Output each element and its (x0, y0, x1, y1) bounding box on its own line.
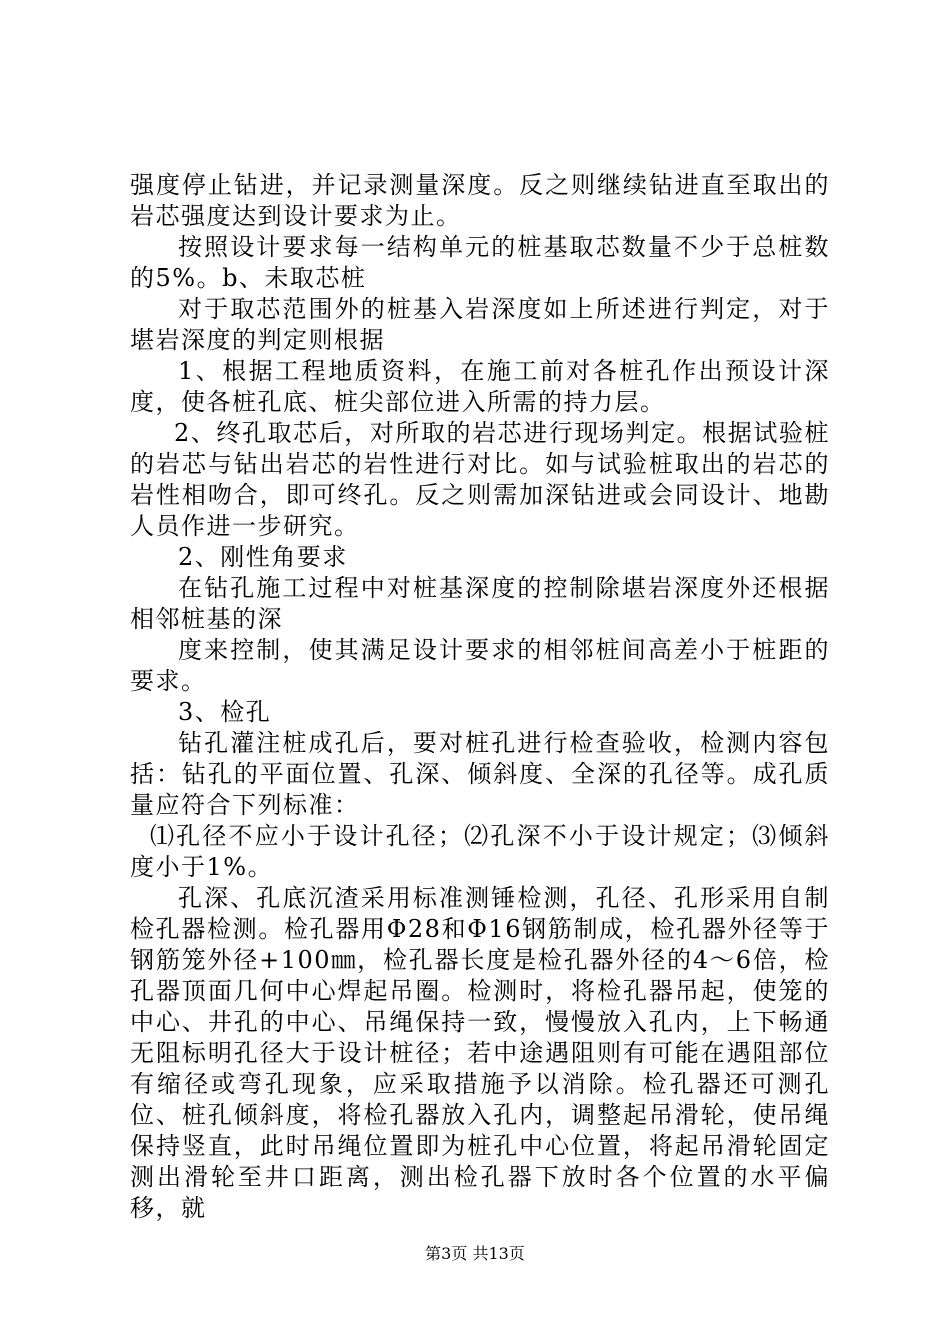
paragraph-item-1: 1、根据工程地质资料，在施工前对各桩孔作出预设计深度，使各桩孔底、桩尖部位进入所需的持力层。 (130, 357, 830, 416)
section-heading-hole-inspection: 3、检孔 (178, 698, 272, 726)
paragraph-hole-checker: 孔深、孔底沉渣采用标准测锤检测，孔径、孔形采用自制检孔器检测。检孔器用Φ28和Φ16钢筋制成，检孔器外径等于钢筋笼外径+100㎜，检孔器长度是检孔器外径的4～6倍，检孔器顶面几何中心焊起吊圈。检测时，将检孔器吊起，使笼的中心、井孔的中心、吊绳保持一致，慢慢放入孔内，上下畅通无阻标明孔径大于设计桩径；若中途遇阻则有可能在遇阻部位有缩径或弯孔现象，应采取措施予以消除。检孔器还可测孔位、桩孔倾斜度，将检孔器放入孔内，调整起吊滑轮，使吊绳保持竖直，此时吊绳位置即为桩孔中心位置，将起吊滑轮固定测出滑轮至井口距离，测出检孔器下放时各个位置的水平偏移，就 (130, 884, 830, 1222)
paragraph-core-sampling-quantity: 按照设计要求每一结构单元的桩基取芯数量不少于总桩数的5%。b、未取芯桩 (130, 233, 830, 292)
paragraph-quality-standards: ⑴孔径不应小于设计孔径；⑵孔深不小于设计规定；⑶倾斜度小于1%。 (130, 822, 830, 881)
paragraph-depth-control-cont: 度来控制，使其满足设计要求的相邻桩间高差小于桩距的要求。 (130, 636, 830, 695)
paragraph-continuation: 强度停止钻进，并记录测量深度。反之则继续钻进直至取出的岩芯强度达到设计要求为止。 (130, 171, 830, 230)
section-heading-rigid-angle: 2、刚性角要求 (178, 543, 348, 571)
paragraph-inspection-content: 钻孔灌注桩成孔后，要对桩孔进行检查验收，检测内容包括：钻孔的平面位置、孔深、倾斜度、全深的孔径等。成孔质量应符合下列标准： (130, 729, 830, 819)
paragraph-uncored-piles: 对于取芯范围外的桩基入岩深度如上所述进行判定，对于堪岩深度的判定则根据 (130, 295, 830, 354)
paragraph-item-2: 2、终孔取芯后，对所取的岩芯进行现场判定。根据试验桩的岩芯与钻出岩芯的岩性进行对比。如与试验桩取出的岩芯的岩性相吻合，即可终孔。反之则需加深钻进或会同设计、地勘人员作进一步研究。 (130, 419, 830, 540)
paragraph-depth-control: 在钻孔施工过程中对桩基深度的控制除堪岩深度外还根据相邻桩基的深 (130, 574, 830, 633)
page-number: 第3页 共13页 (425, 1244, 525, 1263)
document-body (130, 170, 830, 1224)
